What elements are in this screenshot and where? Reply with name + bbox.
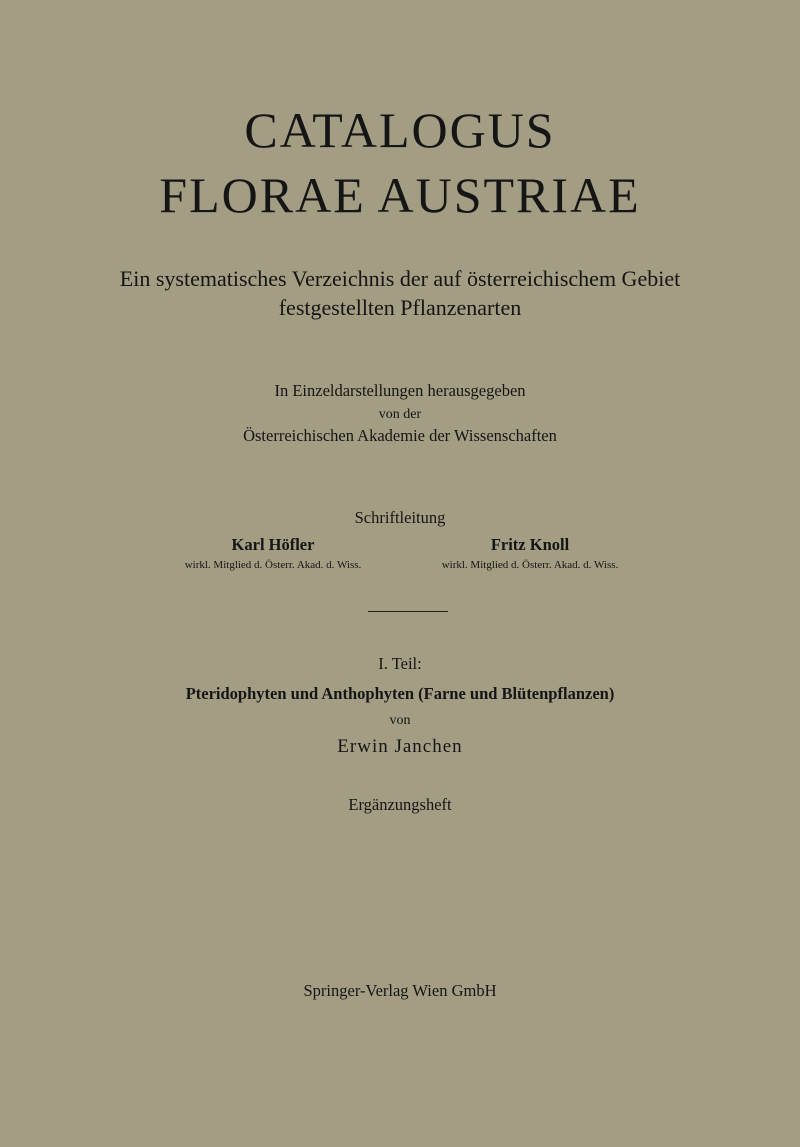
- editor-role: wirkl. Mitglied d. Österr. Akad. d. Wiss.: [441, 558, 619, 571]
- part-label: I. Teil:: [378, 654, 422, 673]
- subtitle-line-2: festgestellten Pflanzenarten: [278, 295, 522, 320]
- part-title: Pteridophyten und Anthophyten (Farne und Blütenpflanzen): [185, 684, 615, 703]
- publisher-name: Springer-Verlag Wien GmbH: [303, 981, 497, 1000]
- editor-name: Fritz Knoll: [490, 535, 570, 554]
- subtitle-line-1: Ein systematisches Verzeichnis der auf österreichischem Gebiet: [119, 266, 681, 291]
- edition-line-1: In Einzeldarstellungen herausgegeben: [274, 381, 526, 400]
- cover-title-line-1: CATALOGUS: [244, 102, 556, 158]
- editor-knoll: [370, 537, 690, 571]
- cover-title-line-2: FLORAE AUSTRIAE: [159, 167, 641, 223]
- author-name: Erwin Janchen: [337, 736, 463, 757]
- supplement-label: Ergänzungsheft: [348, 795, 452, 814]
- part-by: von: [389, 713, 411, 728]
- section-divider: [368, 611, 448, 612]
- editor-name: Karl Höfler: [231, 535, 315, 554]
- editor-role: wirkl. Mitglied d. Österr. Akad. d. Wiss.: [184, 558, 362, 571]
- edition-line-3: Österreichischen Akademie der Wissenschaften: [243, 426, 557, 445]
- editorship-label: Schriftleitung: [354, 508, 446, 527]
- edition-line-2: von der: [378, 407, 422, 422]
